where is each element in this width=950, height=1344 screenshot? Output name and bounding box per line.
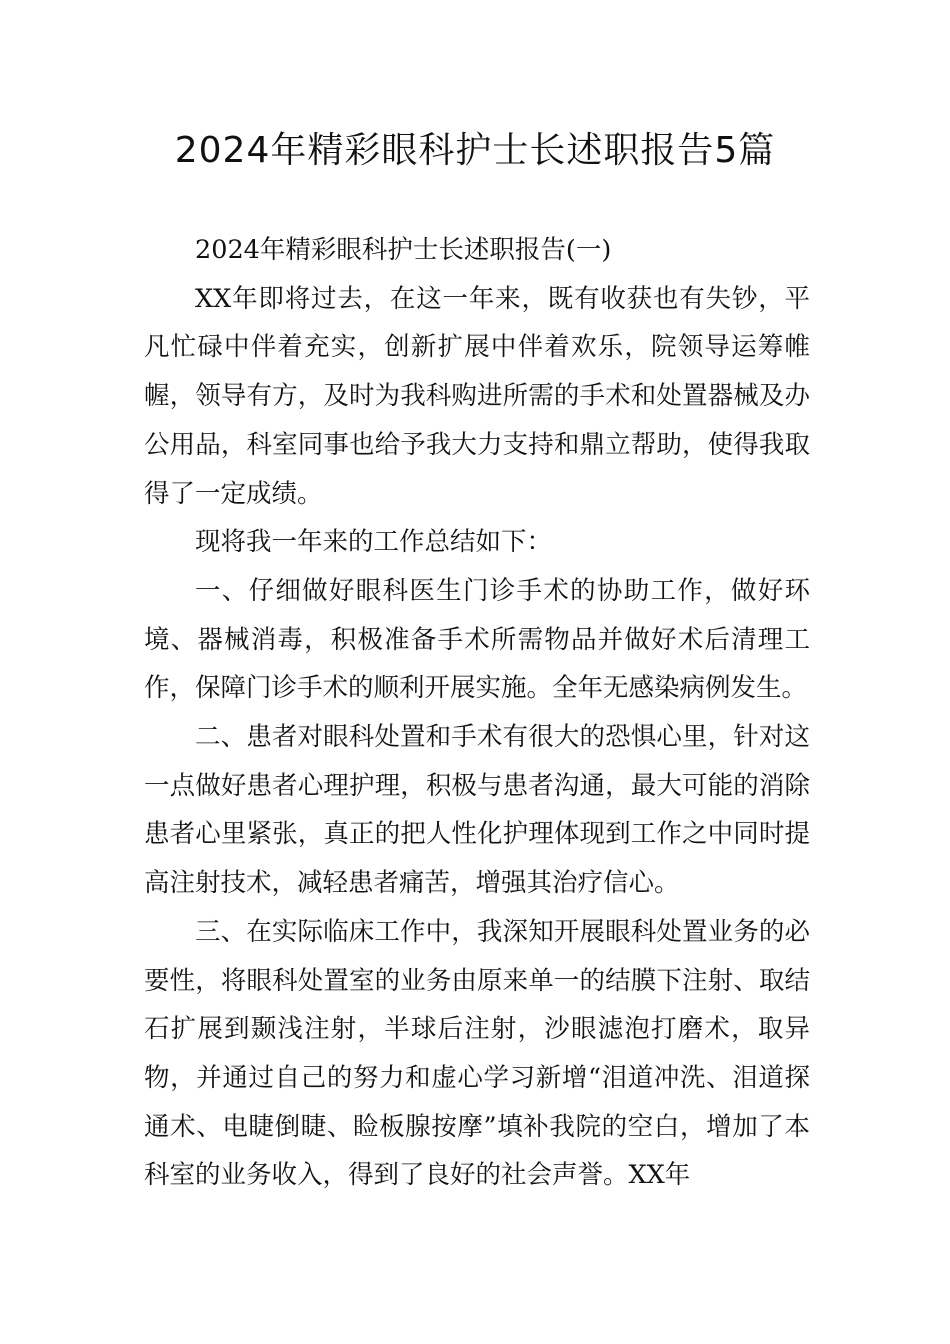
work-item-1-paragraph: 一、仔细做好眼科医生门诊手术的协助工作，做好环境、器械消毒，积极准备手术所需物品并做好术后清理工作，保障门诊手术的顺利开展实施。全年无感染病例发生。 <box>144 575 810 704</box>
section-heading: 2024年精彩眼科护士长述职报告(一) <box>195 235 612 265</box>
work-item-2-paragraph: 二、患者对眼科处置和手术有很大的恐惧心里，针对这一点做好患者心理护理，积极与患者沟通，最大可能的消除患者心里紧张，真正的把人性化护理体现到工作之中同时提高注射技术，减轻患者痛苦，增强其治疗信心。 <box>144 722 810 899</box>
intro-paragraph: XX年即将过去，在这一年来，既有收获也有失钞，平凡忙碌中伴着充实，创新扩展中伴着欢乐，院领导运筹帷幄，领导有方，及时为我科购进所需的手术和处置器械及办公用品，科室同事也给予我大力支持和鼎立帮助，使得我取得了一定成绩。 <box>144 283 810 509</box>
document-body <box>144 226 810 1200</box>
summary-lead-paragraph: 现将我一年来的工作总结如下： <box>195 527 553 558</box>
work-item-3-paragraph: 三、在实际临床工作中，我深知开展眼科处置业务的必要性，将眼科处置室的业务由原来单一的结膜下注射、取结石扩展到颞浅注射，半球后注射，沙眼滤泡打磨术，取异物，并通过自己的努力和虚心学习新增“泪道冲洗、泪道探通术、电睫倒睫、睑板腺按摩”填补我院的空白，增加了本科室的业务收入，得到了良好的社会声誉。XX年 <box>144 916 810 1191</box>
document-title: 2024年精彩眼科护士长述职报告5篇 <box>174 130 776 171</box>
